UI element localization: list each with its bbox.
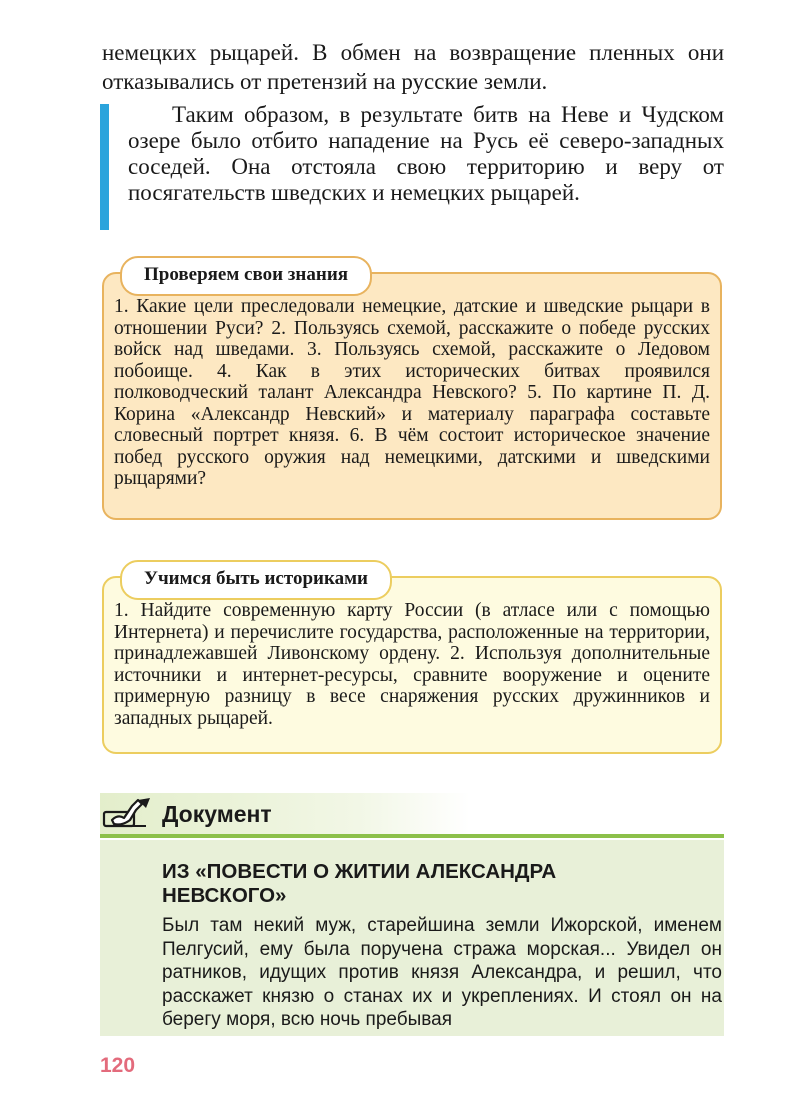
page-number: 120 bbox=[100, 1054, 136, 1077]
document-heading: ИЗ «ПОВЕСТИ О ЖИТИИ АЛЕКСАНДРА НЕВСКОГО» bbox=[162, 860, 557, 907]
intro-paragraph: немецких рыцарей. В обмен на возвращение пленных они отказывались от претензий на русские земли. bbox=[102, 40, 724, 94]
summary-paragraph: Таким образом, в результате битв на Неве и Чудском озере было отбито нападение на Русь её северо-западных соседей. Она отстояла свою территорию и веру от посягательств шведских и немецких рыцарей. bbox=[128, 102, 724, 205]
historian-tasks-box bbox=[102, 568, 722, 754]
summary-block bbox=[100, 102, 724, 206]
hand-writing-icon bbox=[102, 796, 156, 830]
document-text: Был там некий муж, старейшина земли Ижорской, именем Пелгусий, ему была поручена стража морская... Увидел он ратников, идущих против князя Александра, и решил, что расскажет князю о станах их и укреплениях. И стоял он на берегу моря, всю ночь пребывая bbox=[162, 915, 722, 1030]
document-divider bbox=[100, 834, 724, 838]
check-knowledge-text: 1. Какие цели преследовали немецкие, датские и шведские рыцари в отношении Руси? 2. Пользуясь схемой, расскажите о победе русских войск над шведами. 3. Пользуясь схемой, расскажите о Ледовом побоище. 4. Как в этих исторических битвах проявился полководческий талант Александра Невского? 5. По картине П. Д. Корина «Александр Невский» и материалу параграфа составьте словесный портрет князя. 6. В чём состоит историческое значение побед русского оружия над немецкими, датскими и шведскими рыцарями? bbox=[114, 296, 710, 489]
document-label: Документ bbox=[162, 801, 272, 827]
historian-tasks-title: Учимся быть историками bbox=[120, 560, 392, 600]
check-knowledge-box bbox=[102, 264, 722, 520]
check-knowledge-title: Проверяем свои знания bbox=[120, 256, 372, 296]
historian-tasks-text: 1. Найдите современную карту России (в атласе или с помощью Интернета) и перечислите государства, расположенные на территории, принадлежавшей Ливонскому ордену. 2. Используя дополнительные источники и интернет-ресурсы, сравните вооружение и оцените примерную разницу в весе снаряжения русских дружинников и западных рыцарей. bbox=[114, 600, 710, 729]
